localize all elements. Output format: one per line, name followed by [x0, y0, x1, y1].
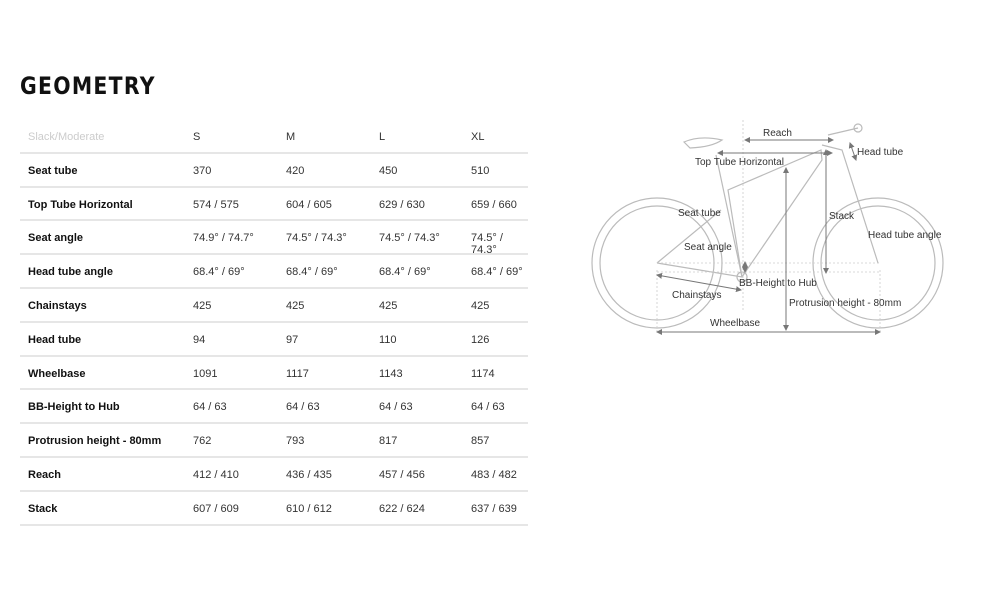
- row-label: Seat angle: [28, 232, 84, 245]
- cell-value: 436 / 435: [286, 468, 332, 481]
- row-label: Head tube angle: [28, 266, 113, 279]
- table-row: [20, 154, 528, 188]
- row-label: Stack: [28, 502, 58, 515]
- cell-value: 74.5° / 74.3°: [379, 232, 440, 245]
- cell-value: 607 / 609: [193, 502, 239, 515]
- cell-value: 64 / 63: [471, 401, 505, 414]
- cell-value: 64 / 63: [379, 401, 413, 414]
- cell-value: 1143: [379, 367, 403, 380]
- cell-value: 483 / 482: [471, 468, 517, 481]
- cell-value: 1117: [286, 367, 309, 380]
- cell-value: 604 / 605: [286, 198, 332, 211]
- table-row: [20, 357, 528, 391]
- cell-value: 857: [471, 435, 490, 448]
- table-row: [20, 323, 528, 357]
- cell-value: 425: [471, 299, 490, 312]
- size-header: XL: [471, 131, 485, 143]
- label-chainstays: Chainstays: [672, 290, 722, 301]
- corner-label: Slack/Moderate: [28, 131, 105, 143]
- cell-value: 1174: [471, 367, 495, 380]
- cell-value: 94: [193, 333, 206, 346]
- label-stack: Stack: [829, 211, 855, 222]
- cell-value: 68.4° / 69°: [286, 266, 338, 279]
- label-bb-height: BB-Height to Hub: [739, 278, 817, 289]
- cell-value: 1091: [193, 367, 218, 380]
- cell-value: 370: [193, 164, 212, 177]
- table-row: [20, 458, 528, 492]
- table-row: [20, 424, 528, 458]
- table-row: [20, 492, 528, 526]
- cell-value: 64 / 63: [193, 401, 227, 414]
- table-row: [20, 255, 528, 289]
- cell-value: 110: [379, 333, 397, 346]
- size-header: S: [193, 131, 201, 143]
- row-label: Seat tube: [28, 164, 78, 177]
- table-header: [20, 120, 528, 154]
- cell-value: 74.5° / 74.3°: [471, 232, 503, 257]
- cell-value: 412 / 410: [193, 468, 239, 481]
- table-row: [20, 221, 528, 255]
- cell-value: 425: [379, 299, 398, 312]
- cell-value: 629 / 630: [379, 198, 425, 211]
- cell-value: 420: [286, 164, 305, 177]
- bike-geometry-diagram: [580, 110, 960, 340]
- label-seat-angle: Seat angle: [684, 242, 732, 253]
- cell-value: 425: [286, 299, 305, 312]
- cell-value: 450: [379, 164, 398, 177]
- cell-value: 425: [193, 299, 212, 312]
- row-label: Head tube: [28, 333, 82, 346]
- size-header: M: [286, 131, 296, 143]
- cell-value: 610 / 612: [286, 502, 332, 515]
- cell-value: 510: [471, 164, 490, 177]
- cell-value: 68.4° / 69°: [471, 266, 523, 279]
- cell-value: 457 / 456: [379, 468, 425, 481]
- label-protrusion: Protrusion height - 80mm: [789, 298, 902, 309]
- label-seat-tube: Seat tube: [678, 208, 721, 219]
- cell-value: 64 / 63: [286, 401, 320, 414]
- row-label: Wheelbase: [28, 367, 86, 380]
- table-row: [20, 188, 528, 222]
- label-reach: Reach: [763, 128, 792, 139]
- cell-value: 762: [193, 435, 212, 448]
- cell-value: 622 / 624: [379, 502, 425, 515]
- row-label: BB-Height to Hub: [28, 401, 120, 414]
- cell-value: 637 / 639: [471, 502, 517, 515]
- cell-value: 659 / 660: [471, 198, 517, 211]
- cell-value: 817: [379, 435, 398, 448]
- row-label: Chainstays: [28, 299, 87, 312]
- cell-value: 74.5° / 74.3°: [286, 232, 347, 245]
- page-title: GEOMETRY: [20, 72, 156, 100]
- row-label: Reach: [28, 468, 62, 481]
- cell-value: 97: [286, 333, 299, 346]
- size-header: L: [379, 131, 386, 143]
- label-head-tube: Head tube: [857, 147, 904, 158]
- cell-value: 68.4° / 69°: [193, 266, 245, 279]
- cell-value: 126: [471, 333, 490, 346]
- row-label: Top Tube Horizontal: [28, 198, 133, 211]
- row-label: Protrusion height - 80mm: [28, 435, 162, 448]
- geometry-table: [20, 120, 528, 526]
- label-head-tube-angle: Head tube angle: [868, 230, 942, 241]
- cell-value: 74.9° / 74.7°: [193, 232, 254, 245]
- table-row: [20, 390, 528, 424]
- table-row: [20, 289, 528, 323]
- cell-value: 793: [286, 435, 305, 448]
- cell-value: 574 / 575: [193, 198, 239, 211]
- label-wheelbase: Wheelbase: [710, 318, 761, 329]
- cell-value: 68.4° / 69°: [379, 266, 431, 279]
- label-top-tube: Top Tube Horizontal: [695, 157, 784, 168]
